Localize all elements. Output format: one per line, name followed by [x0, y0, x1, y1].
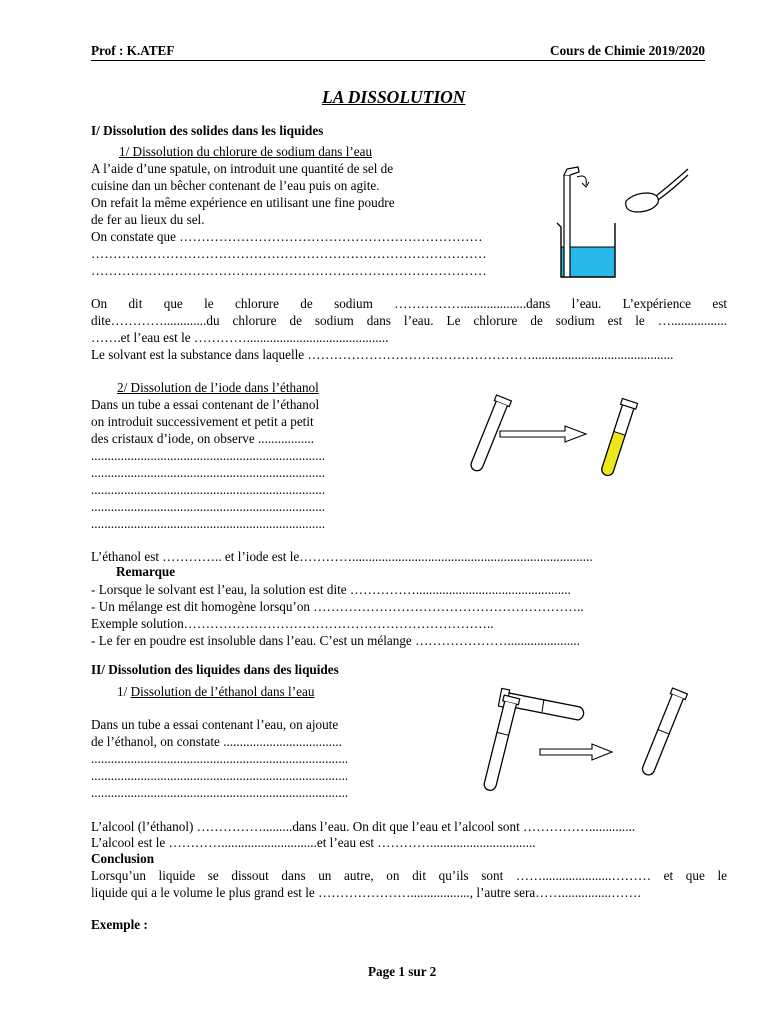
text-line: Dans un tube a essai contenant l’eau, on ajoute [91, 717, 339, 732]
text-line: .............................................................................. [91, 768, 349, 783]
text-line: On refait la même expérience en utilisant une fine poudre [91, 195, 395, 210]
paragraph-line: Le solvant est la substance dans laquelle ……………………………………………........................................... [91, 347, 674, 362]
remark-line: - Le fer en poudre est insoluble dans l’eau. C’est un mélange …………………...................... [91, 633, 580, 648]
page-title: LA DISSOLUTION [322, 87, 466, 107]
mixture-tube [639, 688, 688, 777]
text-line: ....................................................................... [91, 516, 326, 531]
page-number: Page 1 sur 2 [368, 964, 437, 979]
paragraph-line: dite………….............du chlorure de sodium dans l’eau. Le chlorure de sodium est le …................. [91, 313, 727, 328]
text-line: de fer au lieux du sel. [91, 212, 205, 227]
test-tube-iodine-solution [598, 399, 637, 478]
text-line: On constate que …………………………………………………………… [91, 229, 483, 244]
iodine-tubes-figure [470, 393, 650, 493]
text-line: ……………………………………………………………………………… [91, 246, 487, 261]
paragraph-line: …….et l’eau est le …………........................................... [91, 330, 389, 345]
section-2-heading: II/ Dissolution des liquides dans des liquides [91, 662, 339, 677]
example-label: Exemple : [91, 917, 148, 932]
text-line: L’alcool est le ………….............................et l’eau est …………................................ [91, 835, 536, 850]
transition-arrow [540, 744, 612, 760]
text-line: cuisine dan un bêcher contenant de l’eau puis on agite. [91, 178, 380, 193]
remark-title: Remarque [116, 564, 176, 579]
text-line: on introduit successivement et petit a petit [91, 414, 314, 429]
beaker-figure [548, 163, 688, 283]
conclusion-line: Lorsqu’un liquide se dissout dans un autre, on dit qu’ils sont …….....................……… et que le [91, 868, 727, 883]
subsection-2-1-label: Dissolution de l’éthanol dans l’eau [130, 684, 315, 699]
text-line: ....................................................................... [91, 448, 326, 463]
text-line: ....................................................................... [91, 482, 326, 497]
ethanol-water-figure [470, 683, 700, 803]
subsection-2-1-number: 1/ [117, 684, 131, 699]
receiving-tube [481, 695, 520, 792]
text-line: Dans un tube a essai contenant de l’éthanol [91, 397, 320, 412]
subsection-1-1-title: 1/ Dissolution du chlorure de sodium dans l’eau [119, 144, 373, 159]
stir-arrow [577, 176, 586, 185]
section-1-heading: I/ Dissolution des solides dans les liquides [91, 123, 324, 138]
text-line: ....................................................................... [91, 465, 326, 480]
text-line: .............................................................................. [91, 785, 349, 800]
text-line: ……………………………………………………………………………… [91, 263, 487, 278]
remark-line: Exemple solution…………………………………………………………….. [91, 616, 494, 631]
spatula [626, 169, 688, 212]
transition-arrow [500, 426, 586, 442]
text-line: L’alcool (l’éthanol) …………….........dans l’eau. On dit que l’eau et l’alcool sont …………….............. [91, 819, 636, 834]
text-line: L’éthanol est ………….. et l’iode est le…………......................................................................... [91, 549, 593, 564]
header-course: Cours de Chimie 2019/2020 [550, 43, 705, 58]
text-line: A l’aide d’une spatule, on introduit une quantité de sel de [91, 161, 394, 176]
conclusion-line: liquide qui a le volume le plus grand est le ………………….................., l’autre sera……...............……. [91, 885, 641, 900]
header-rule [91, 60, 705, 61]
remark-line: - Lorsque le solvant est l’eau, la solution est dite ……………............................................... [91, 582, 571, 597]
text-line: ....................................................................... [91, 499, 326, 514]
stirring-rod [564, 175, 570, 277]
subsection-1-2-title: 2/ Dissolution de l’iode dans l’éthanol [117, 380, 319, 395]
paragraph-line: On dit que le chlorure de sodium ……………....................dans l’eau. L’expérience est [91, 296, 727, 311]
header-teacher: Prof : K.ATEF [91, 43, 175, 58]
subsection-2-1-title [117, 684, 314, 700]
text-line: de l’éthanol, on constate .................................... [91, 734, 342, 749]
text-line: .............................................................................. [91, 751, 349, 766]
remark-line: - Un mélange est dit homogène lorsqu’on …………………………………………………….. [91, 599, 584, 614]
conclusion-title: Conclusion [91, 851, 155, 866]
text-line: des cristaux d’iode, on observe ................. [91, 431, 315, 446]
